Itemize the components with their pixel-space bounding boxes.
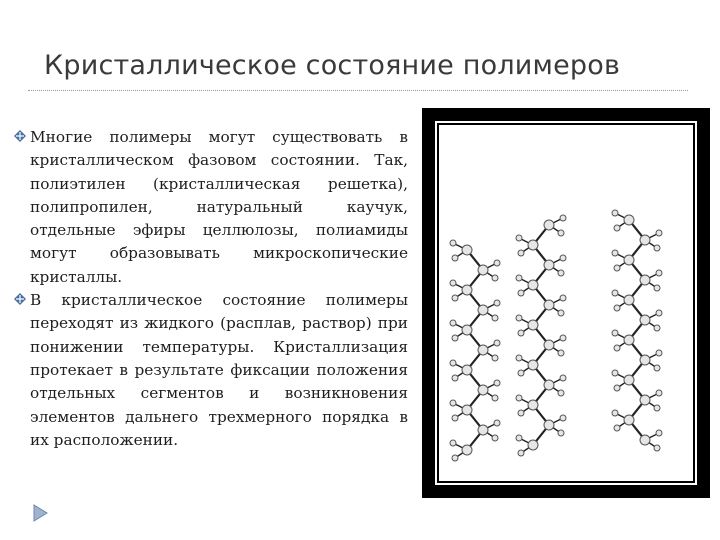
atom-mark	[452, 255, 458, 261]
atom-mark	[654, 405, 660, 411]
atom-mark	[614, 425, 620, 431]
atom-mark	[516, 235, 522, 241]
atom-mark	[612, 250, 618, 256]
atom-mark	[478, 305, 488, 315]
atom-mark	[656, 310, 662, 316]
atom-mark	[544, 220, 554, 230]
atom-mark	[516, 355, 522, 361]
atom-mark	[612, 370, 618, 376]
atom-mark	[478, 385, 488, 395]
atom-mark	[560, 375, 566, 381]
atom-mark	[656, 230, 662, 236]
atom-mark	[492, 315, 498, 321]
atom-mark	[450, 280, 456, 286]
atom-mark	[478, 345, 488, 355]
atom-mark	[624, 335, 634, 345]
polymer-crystal-structure-image	[439, 125, 695, 483]
atom-mark	[494, 300, 500, 306]
atom-mark	[528, 360, 538, 370]
figure-canvas	[437, 123, 695, 483]
figure-border	[432, 118, 700, 488]
atom-mark	[614, 345, 620, 351]
next-slide-arrow-icon[interactable]	[32, 503, 50, 523]
atom-mark	[518, 330, 524, 336]
atom-mark	[612, 330, 618, 336]
atom-mark	[494, 340, 500, 346]
atom-mark	[560, 335, 566, 341]
atom-mark	[452, 295, 458, 301]
atom-mark	[450, 320, 456, 326]
atom-mark	[478, 425, 488, 435]
atom-mark	[450, 360, 456, 366]
atom-mark	[478, 265, 488, 275]
atom-mark	[612, 290, 618, 296]
atom-mark	[544, 420, 554, 430]
title-divider	[28, 90, 688, 91]
bullet-item	[14, 289, 408, 452]
atom-mark	[518, 450, 524, 456]
slide-title: Кристаллическое состояние полимеров	[44, 50, 621, 81]
atom-mark	[656, 390, 662, 396]
atom-mark	[544, 380, 554, 390]
atom-mark	[528, 280, 538, 290]
atom-mark	[518, 410, 524, 416]
atom-mark	[528, 320, 538, 330]
atom-mark	[654, 365, 660, 371]
bullet-text: Многие полимеры могут существовать в кристаллическом фазовом состоянии. Так, полиэтилен (кристаллическая решетка), полипропилен, натуральный каучук, отдельные эфиры целлюлозы, полиамиды могут образовывать микроскопические кристаллы.	[30, 128, 408, 286]
figure-frame	[422, 108, 710, 498]
atom-mark	[494, 260, 500, 266]
atom-mark	[624, 375, 634, 385]
atom-mark	[558, 430, 564, 436]
atom-mark	[624, 295, 634, 305]
atom-mark	[492, 355, 498, 361]
atom-mark	[494, 420, 500, 426]
atom-mark	[544, 260, 554, 270]
atom-mark	[452, 455, 458, 461]
bullet-item	[14, 126, 408, 289]
atom-mark	[558, 230, 564, 236]
atom-mark	[640, 395, 650, 405]
atom-mark	[450, 440, 456, 446]
atom-mark	[518, 370, 524, 376]
atom-mark	[462, 325, 472, 335]
atom-mark	[558, 350, 564, 356]
atom-mark	[516, 395, 522, 401]
atom-mark	[612, 210, 618, 216]
atom-mark	[560, 215, 566, 221]
atom-mark	[544, 340, 554, 350]
atom-mark	[560, 415, 566, 421]
atom-mark	[560, 255, 566, 261]
bullet-list	[14, 126, 408, 452]
atom-mark	[544, 300, 554, 310]
atom-mark	[450, 240, 456, 246]
atom-mark	[452, 415, 458, 421]
atom-mark	[492, 435, 498, 441]
atom-mark	[654, 445, 660, 451]
atom-mark	[614, 305, 620, 311]
atom-mark	[656, 350, 662, 356]
atom-mark	[558, 310, 564, 316]
atom-mark	[612, 410, 618, 416]
atom-mark	[640, 275, 650, 285]
atom-mark	[462, 405, 472, 415]
atom-mark	[624, 255, 634, 265]
atom-mark	[492, 395, 498, 401]
atom-mark	[528, 400, 538, 410]
atom-mark	[654, 325, 660, 331]
atom-mark	[452, 335, 458, 341]
atom-mark	[518, 290, 524, 296]
atom-mark	[518, 250, 524, 256]
atom-mark	[654, 245, 660, 251]
atom-mark	[462, 245, 472, 255]
atom-mark	[654, 285, 660, 291]
atom-mark	[640, 235, 650, 245]
atom-mark	[528, 440, 538, 450]
atom-mark	[528, 240, 538, 250]
atom-mark	[452, 375, 458, 381]
atom-mark	[640, 355, 650, 365]
atom-mark	[614, 265, 620, 271]
atom-mark	[560, 295, 566, 301]
atom-mark	[494, 380, 500, 386]
atom-mark	[624, 215, 634, 225]
atom-mark	[640, 435, 650, 445]
atom-mark	[656, 270, 662, 276]
atom-mark	[558, 390, 564, 396]
atom-mark	[462, 445, 472, 455]
atom-mark	[640, 315, 650, 325]
atom-mark	[462, 365, 472, 375]
atom-mark	[558, 270, 564, 276]
atom-mark	[450, 400, 456, 406]
atom-mark	[624, 415, 634, 425]
diamond-bullet-icon	[14, 130, 26, 142]
atom-mark	[516, 275, 522, 281]
atom-mark	[614, 385, 620, 391]
diamond-bullet-icon	[14, 293, 26, 305]
atom-mark	[656, 430, 662, 436]
atom-mark	[462, 285, 472, 295]
atom-mark	[492, 275, 498, 281]
atom-mark	[516, 435, 522, 441]
atom-mark	[614, 225, 620, 231]
bullet-text: В кристаллическое состояние полимеры переходят из жидкого (расплав, раствор) при понижении температуры. Кристаллизация протекает в результате фиксации положения отдельных сегментов и возникновения элементов дальнего трехмерного порядка в их расположении.	[30, 291, 408, 449]
atom-mark	[516, 315, 522, 321]
